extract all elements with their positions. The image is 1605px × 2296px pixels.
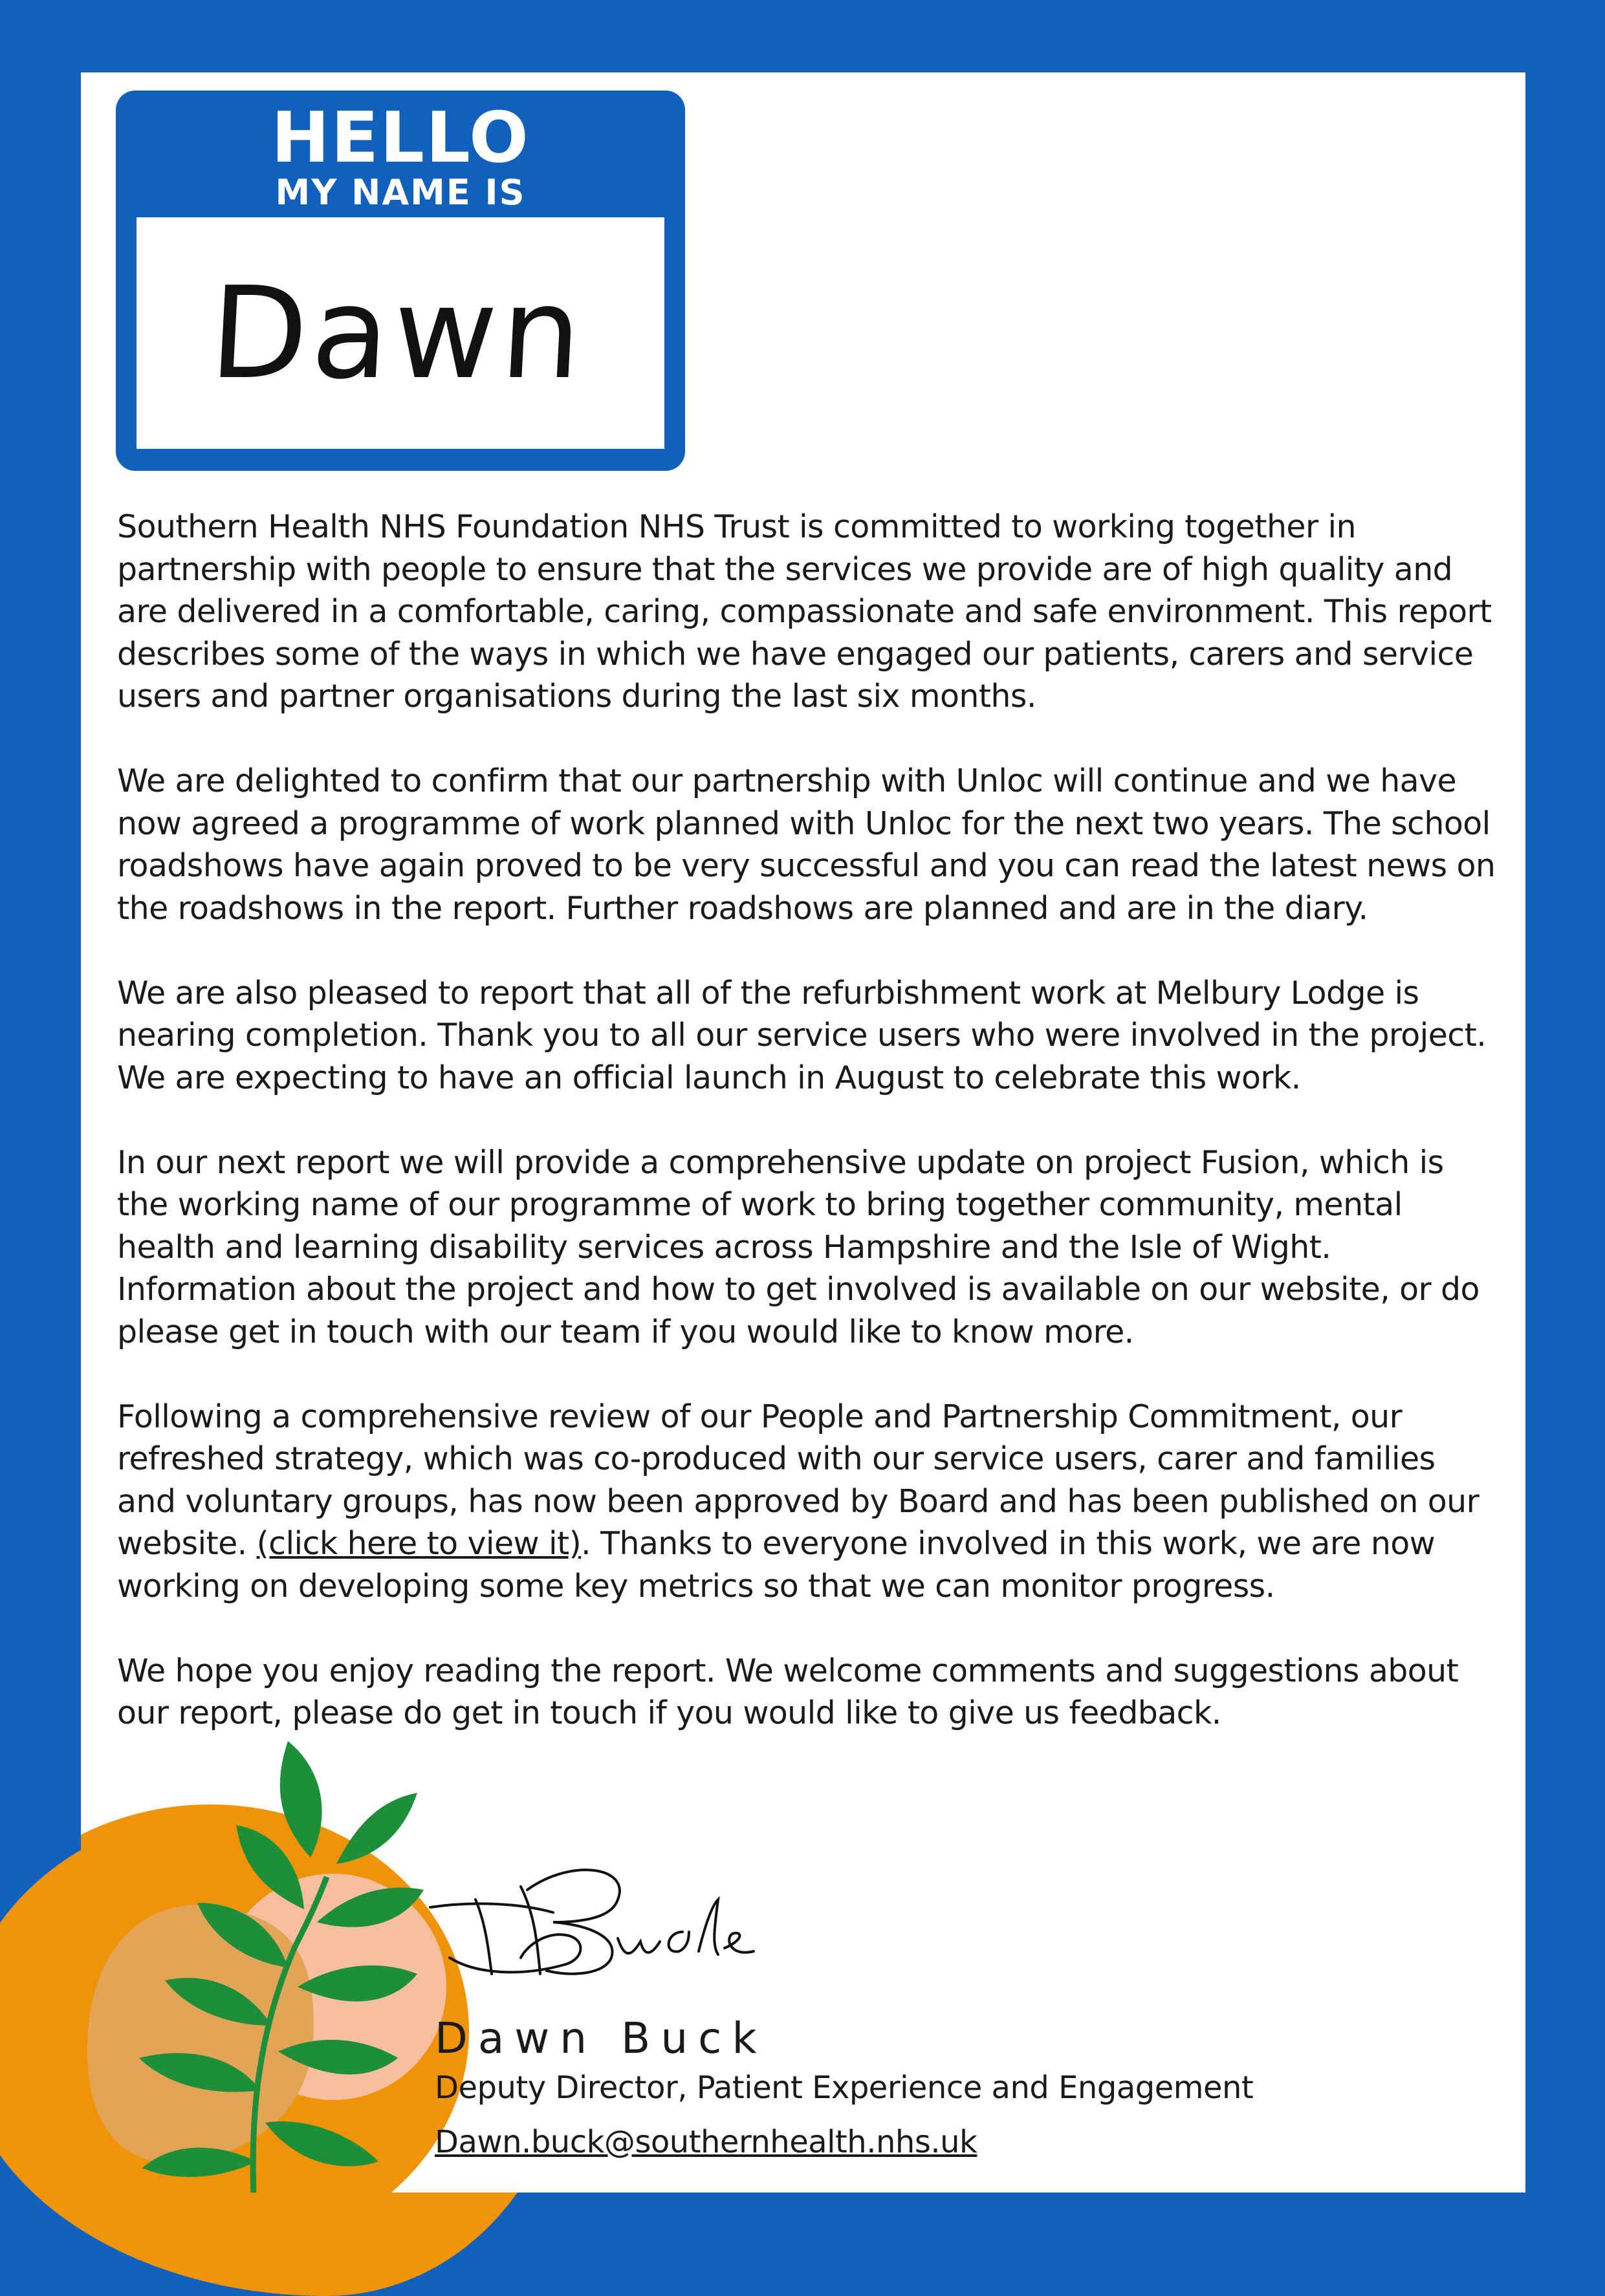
paragraph-unloc: We are delighted to confirm that our partnership with Unloc will continue and we have now agreed a programme of work planned with Unloc for the next two years. The school roadshows have again proved to be very successful and you can read the latest news on the roadshows in the report. Further roadshows are planned and are in the diary. (117, 763, 1496, 927)
paragraph-strategy (117, 1396, 1501, 1608)
paragraph-closing: We hope you enjoy reading the report. We welcome comments and suggestions about our report, please do get in touch if you would like to give us feedback. (117, 1652, 1459, 1731)
hello-name-badge (116, 91, 685, 471)
paragraph-intro: Southern Health NHS Foundation NHS Trust is committed to working together in partnership with people to ensure that the services we provide are of high quality and are delivered in a comfortable, caring, compassionate and safe environment. This report describes some of the ways in which we have engaged our patients, carers and service users and partner organisations during the last six months. (117, 508, 1492, 715)
badge-name-card (136, 217, 664, 449)
signatory-title: Deputy Director, Patient Experience and Engagement (435, 2070, 1254, 2106)
letter-body (117, 506, 1501, 1777)
paragraph-strategy-end: . Thanks to everyone involved in this work, we are now working on developing some key metrics so that we can monitor progress. (117, 1525, 1436, 1605)
view-strategy-link[interactable]: (click here to view it) (256, 1525, 582, 1562)
badge-handwritten-name: Dawn (206, 260, 589, 407)
signature-icon (424, 1861, 786, 2003)
signatory-email-link[interactable]: Dawn.buck@southernhealth.nhs.uk (435, 2124, 977, 2160)
badge-my-name-is-text: MY NAME IS (275, 172, 526, 213)
signatory-name: Dawn Buck (435, 2013, 767, 2063)
badge-hello-text: HELLO (271, 98, 530, 179)
paragraph-strategy-start: Following a comprehensive review of our People and Partnership Commitment, our refreshed strategy, which was co-produced with our service users, carer and families and voluntary groups, has now been approved by Board and has been published on our website. (117, 1398, 1479, 1562)
letter-page (81, 72, 1525, 2193)
paragraph-project-fusion: In our next report we will provide a comprehensive update on project Fusion, which is the working name of our programme of work to bring together community, mental health and learning disability services across Hampshire and the Isle of Wight. Information about the project and how to get involved is available on our website, or do please get in touch with our team if you would like to know more. (117, 1143, 1479, 1350)
paragraph-melbury-lodge: We are also pleased to report that all of the refurbishment work at Melbury Lodge is nearing completion. Thank you to all our service users who were involved in the project. We are expecting to have an official launch in August to celebrate this work. (117, 974, 1487, 1096)
